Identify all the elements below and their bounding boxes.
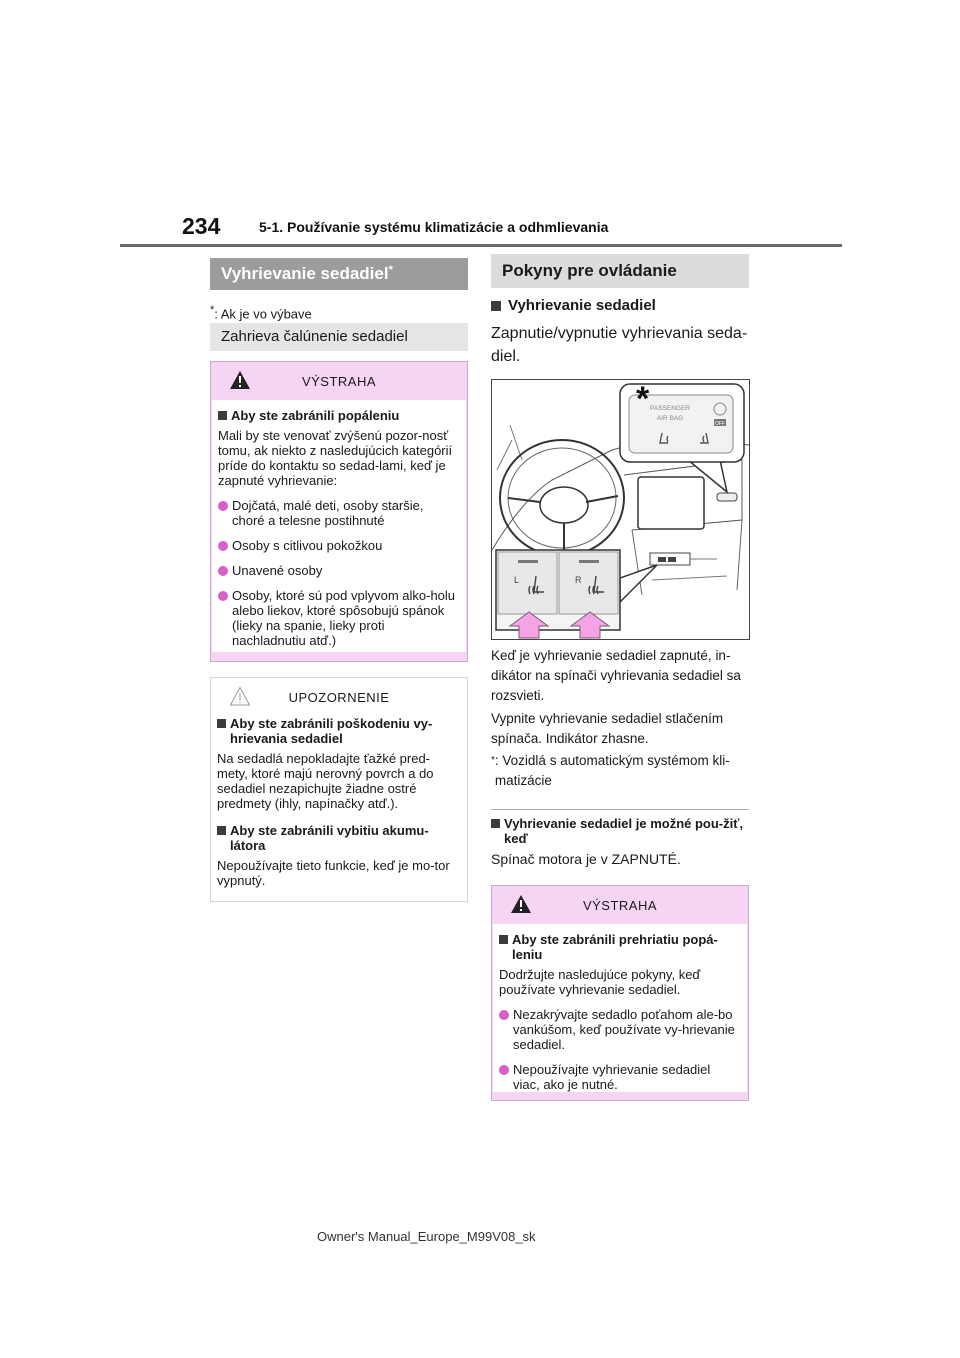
footnote-mark: *	[491, 755, 495, 766]
footnote-mark: *	[388, 264, 393, 276]
page-number: 234	[182, 213, 221, 239]
switch-label-right: R	[575, 575, 582, 585]
warning-paragraph: Mali by ste venovať zvýšenú pozor-nosť tomu, ak niekto z nasledujúcich kategórií príde do kontaktu so sedad-lami, keď je zapnuté vyhrievanie:	[218, 428, 453, 488]
warning-title: VÝSTRAHA	[582, 897, 658, 913]
caution-heading-text: Aby ste zabránili vybitiu akumu-látora	[230, 823, 429, 853]
panel-off-text: OFF	[715, 421, 725, 427]
subsection-title: Zahrieva čalúnenie sedadiel	[210, 323, 468, 351]
warning-title-row	[492, 886, 748, 924]
caution-triangle-icon	[229, 686, 251, 706]
footnote-text: : Vozidlá s automatickým systémom kli-matizácie	[494, 753, 730, 788]
list-item-text: Osoby s citlivou pokožkou	[232, 538, 383, 553]
panel-text-2: AIR BAG	[656, 415, 684, 422]
warning-box-right	[491, 885, 749, 1101]
footer-text: Owner's Manual_Europe_M99V08_sk	[317, 1229, 536, 1244]
bullet-icon	[218, 591, 228, 601]
warning-body	[493, 924, 747, 1092]
square-bullet-icon	[218, 411, 227, 420]
bullet-icon	[499, 1065, 509, 1075]
caution-title: UPOZORNENIE	[288, 689, 390, 705]
list-item	[218, 563, 458, 578]
list-item	[499, 1062, 739, 1092]
chapter-title: 5-1. Používanie systému klimatizácie a odhmlievania	[259, 219, 609, 235]
warning-paragraph: Dodržujte nasledujúce pokyny, keď používate vyhrievanie sedadiel.	[499, 967, 701, 997]
warning-triangle-icon	[229, 370, 251, 390]
caution-box	[210, 677, 468, 902]
warning-heading-text: Aby ste zabránili popáleniu	[231, 408, 400, 423]
body-text-1: Keď je vyhrievanie sedadiel zapnuté, in-dikátor na spínači vyhrievania sedadiel sa rozsvieti.	[491, 648, 741, 703]
square-bullet-icon	[491, 301, 501, 311]
warning-heading-text: Aby ste zabránili prehriatiu popá-leniu	[512, 932, 718, 962]
list-item-text: Nezakrývajte sedadlo poťahom ale-bo vankúšom, keď používate vy-hrievanie sedadiel.	[513, 1007, 735, 1052]
condition-heading	[491, 816, 751, 846]
intro-text: Zapnutie/vypnutie vyhrievania seda-diel.	[491, 325, 748, 365]
warning-body	[212, 400, 466, 652]
footnote-text: : Ak je vo výbave	[214, 306, 312, 322]
square-bullet-icon	[491, 819, 500, 828]
footnote-left	[210, 302, 312, 322]
caution-paragraph: Na sedadlá nepokladajte ťažké pred-mety, ktoré majú nerovný povrch a do sedadiel nezapichujte žiadne ostré predmety (ihly, napínačky atď.).	[217, 751, 434, 811]
section-title-left	[210, 258, 468, 290]
warning-title-row	[211, 362, 467, 400]
section-title-right: Pokyny pre ovládanie	[491, 254, 749, 288]
warning-triangle-icon	[510, 894, 532, 914]
switch-label-left: L	[514, 575, 520, 585]
bullet-icon	[218, 541, 228, 551]
dashboard-illustration	[492, 380, 749, 639]
caution-heading-2	[217, 823, 459, 853]
panel-text-1: PASSENGER	[650, 405, 690, 412]
list-item	[218, 588, 458, 648]
right-heading	[491, 297, 656, 314]
bullet-icon	[218, 566, 228, 576]
list-item	[218, 498, 458, 528]
caution-title-row	[211, 678, 467, 716]
list-item	[499, 1007, 739, 1052]
divider	[491, 809, 749, 810]
list-item	[218, 538, 458, 553]
list-item-text: Nepoužívajte vyhrievanie sedadiel viac, ako je nutné.	[513, 1062, 711, 1092]
warning-box-left	[210, 361, 468, 662]
dashboard-figure	[491, 379, 750, 640]
bullet-icon	[218, 501, 228, 511]
warning-heading	[499, 932, 739, 962]
caution-paragraph: Nepoužívajte tieto funkcie, keď je mo-tor vypnutý.	[217, 858, 450, 888]
list-item-text: Dojčatá, malé deti, osoby staršie, choré a telesne postihnuté	[232, 498, 424, 528]
right-heading-text: Vyhrievanie sedadiel	[508, 297, 656, 314]
footnote-right	[491, 751, 753, 791]
square-bullet-icon	[217, 826, 226, 835]
caution-body	[211, 716, 467, 898]
list-item-text: Unavené osoby	[232, 563, 323, 578]
caution-heading-1	[217, 716, 459, 746]
figure-star: *	[636, 380, 650, 418]
caution-heading-text: Aby ste zabránili poškodeniu vy-hrievania sedadiel	[230, 716, 433, 746]
bullet-icon	[499, 1010, 509, 1020]
footnote-mark: *	[210, 304, 215, 316]
condition-heading-text: Vyhrievanie sedadiel je možné pou-žiť, keď	[504, 816, 744, 846]
header-rule	[120, 244, 842, 247]
condition-text: Spínač motora je v ZAPNUTÉ.	[491, 851, 681, 867]
warning-heading	[218, 408, 458, 423]
list-item-text: Osoby, ktoré sú pod vplyvom alko-holu alebo liekov, ktoré spôsobujú spánok (lieky na spanie, lieky proti nachladnutiu atď.)	[232, 588, 456, 648]
section-title-text: Vyhrievanie sedadiel	[221, 264, 389, 283]
body-text-2: Vypnite vyhrievanie sedadiel stlačením spínača. Indikátor zhasne.	[491, 711, 724, 746]
square-bullet-icon	[499, 935, 508, 944]
warning-title: VÝSTRAHA	[301, 373, 377, 389]
square-bullet-icon	[217, 719, 226, 728]
